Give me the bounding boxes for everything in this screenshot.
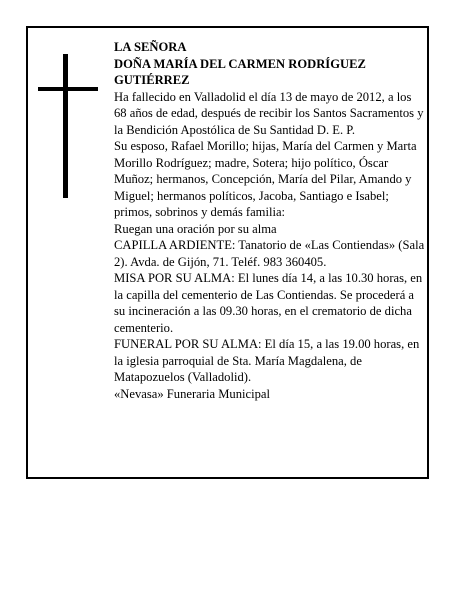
funeral-info: FUNERAL POR SU ALMA: El día 15, a las 19.00 horas, en la iglesia parroquial de Sta. María Magdalena, de Matapozuelos (Valladolid). bbox=[114, 337, 420, 384]
chapel-info: CAPILLA ARDIENTE: Tanatorio de «Las Contiendas» (Sala 2). Avda. de Gijón, 71. Teléf. 983 360405. bbox=[114, 238, 425, 269]
family-list: Su esposo, Rafael Morillo; hijas, María del Carmen y Marta Morillo Rodríguez; madre, Sotera; hijo político, Óscar Muñoz; hermanos, Concepción, María del Pilar, Amando y Miguel; hermanos políticos, Jacoba, Santiago e Isabel; primos, sobrinos y demás familia: bbox=[114, 139, 417, 219]
notice-title: LA SEÑORA bbox=[114, 40, 187, 54]
funeral-home: «Nevasa» Funeraria Municipal bbox=[114, 386, 270, 401]
prayer-request: Ruegan una oración por su alma bbox=[114, 221, 277, 236]
obituary-text bbox=[114, 39, 426, 402]
cross-icon bbox=[38, 54, 98, 198]
mass-info: MISA POR SU ALMA: El lunes día 14, a las 10.30 horas, en la capilla del cementerio de Las Contiendas. Se procederá a su incineración a las 09.30 horas, en el crematorio de dicha cementerio. bbox=[114, 271, 423, 335]
death-announcement: Ha fallecido en Valladolid el día 13 de mayo de 2012, a los 68 años de edad, después de recibir los Santos Sacramentos y la Bendición Apostólica de Su Santidad D. E. P. bbox=[114, 89, 424, 137]
deceased-name: DOÑA MARÍA DEL CARMEN RODRÍGUEZ GUTIÉRREZ bbox=[114, 56, 366, 87]
